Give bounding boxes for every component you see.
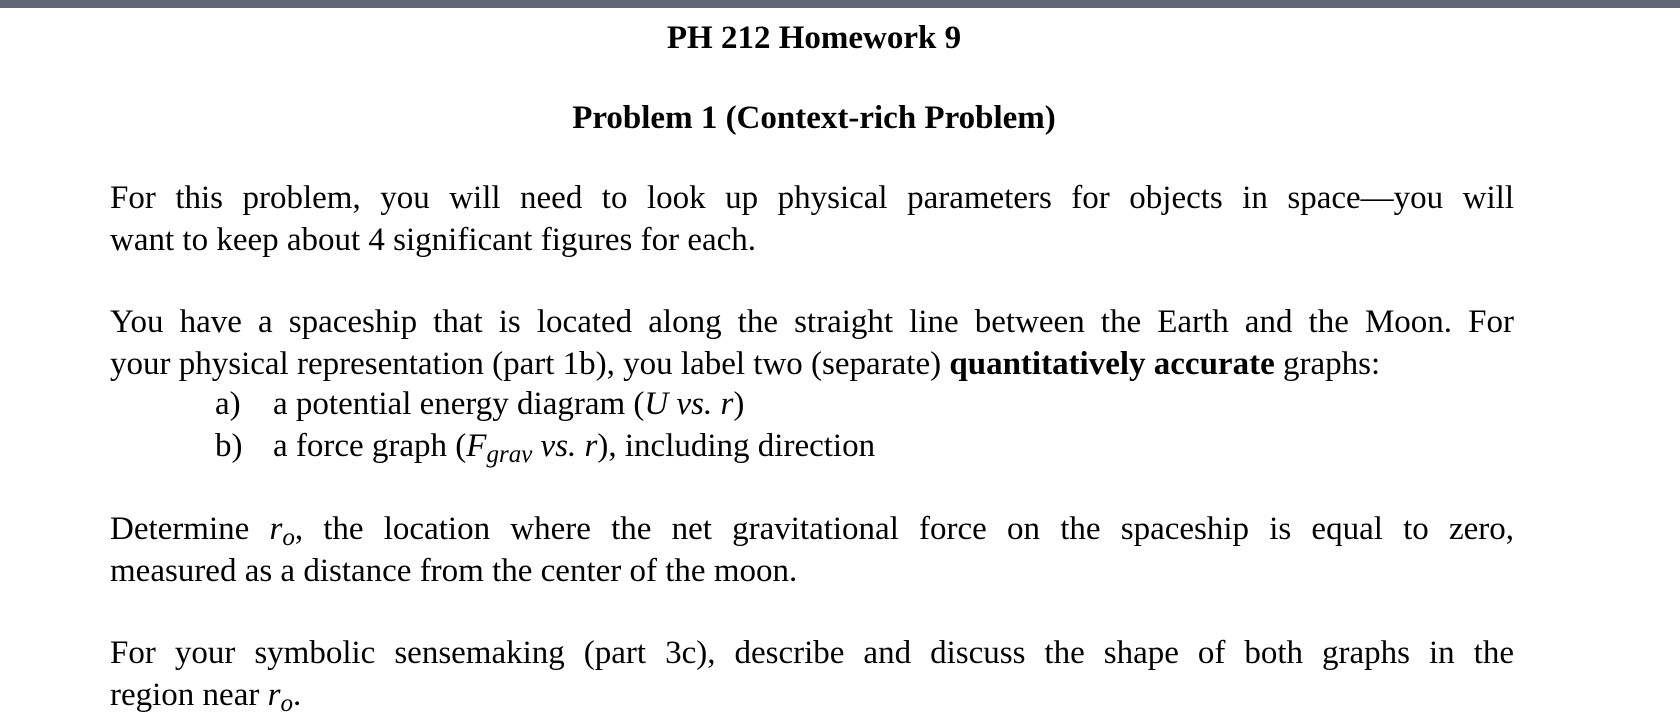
paragraph-determine-line-1 [110,509,1514,551]
variable-f: F [466,427,487,464]
variable-r: r [584,427,598,464]
item-a-vs: vs. [668,386,721,422]
subscript-grav: grav [486,440,533,468]
item-a-text-before: a potential energy diagram ( [273,386,645,422]
paragraph-sensemaking-line-2 [110,676,302,717]
variable-r: r [720,386,734,422]
list-marker-b: b) [215,427,243,464]
sensemaking-line-2-prefix: region near [110,676,268,713]
list-item-a [215,384,875,426]
determine-word: Determine [110,511,270,547]
paragraph-scenario [110,302,1514,385]
paragraph-instructions-line-2: want to keep about 4 significant figures for each. [110,221,757,258]
paragraph-sensemaking [110,633,1514,716]
item-a-text-after: ) [733,386,745,422]
scenario-line-2-suffix: graphs: [1274,345,1381,382]
paragraph-instructions-line-1: For this problem, you will need to look up physical parameters for objects in space—you will [110,180,1514,216]
item-b-vs: vs. [532,427,585,464]
paragraph-scenario-line-1: You have a spaceship that is located along the straight line between the Earth and the Moon. For [110,304,1514,340]
graph-list [215,384,875,467]
variable-r: r [269,511,283,547]
variable-r: r [267,676,281,713]
list-item-b [215,426,875,468]
scenario-line-2-prefix: your physical representation (part 1b), you label two (separate) [110,345,950,382]
subscript-o: o [282,524,295,551]
variable-u: U [644,386,669,422]
paragraph-instructions [110,178,1514,261]
paragraph-scenario-line-2 [110,346,1380,382]
problem-heading: Problem 1 (Context-rich Problem) [572,100,1056,136]
paragraph-sensemaking-line-1: For your symbolic sensemaking (part 3c), describe and discuss the shape of both graphs in the [110,635,1514,671]
document-page [0,8,1680,728]
document-title: PH 212 Homework 9 [666,20,962,56]
subscript-o: o [280,689,293,717]
bold-quantitatively-accurate: quantitatively accurate [949,345,1275,382]
window-top-bar [0,0,1680,8]
item-b-text-before: a force graph ( [273,427,467,464]
determine-line-1-rest: , the location where the net gravitational force on the spaceship is equal to zero, [294,511,1514,547]
sensemaking-period: . [292,676,302,713]
item-b-text-after: ), including direction [597,427,876,464]
paragraph-determine-line-2: measured as a distance from the center of the moon. [110,552,798,589]
list-marker-a: a) [215,386,241,422]
paragraph-determine [110,509,1514,592]
